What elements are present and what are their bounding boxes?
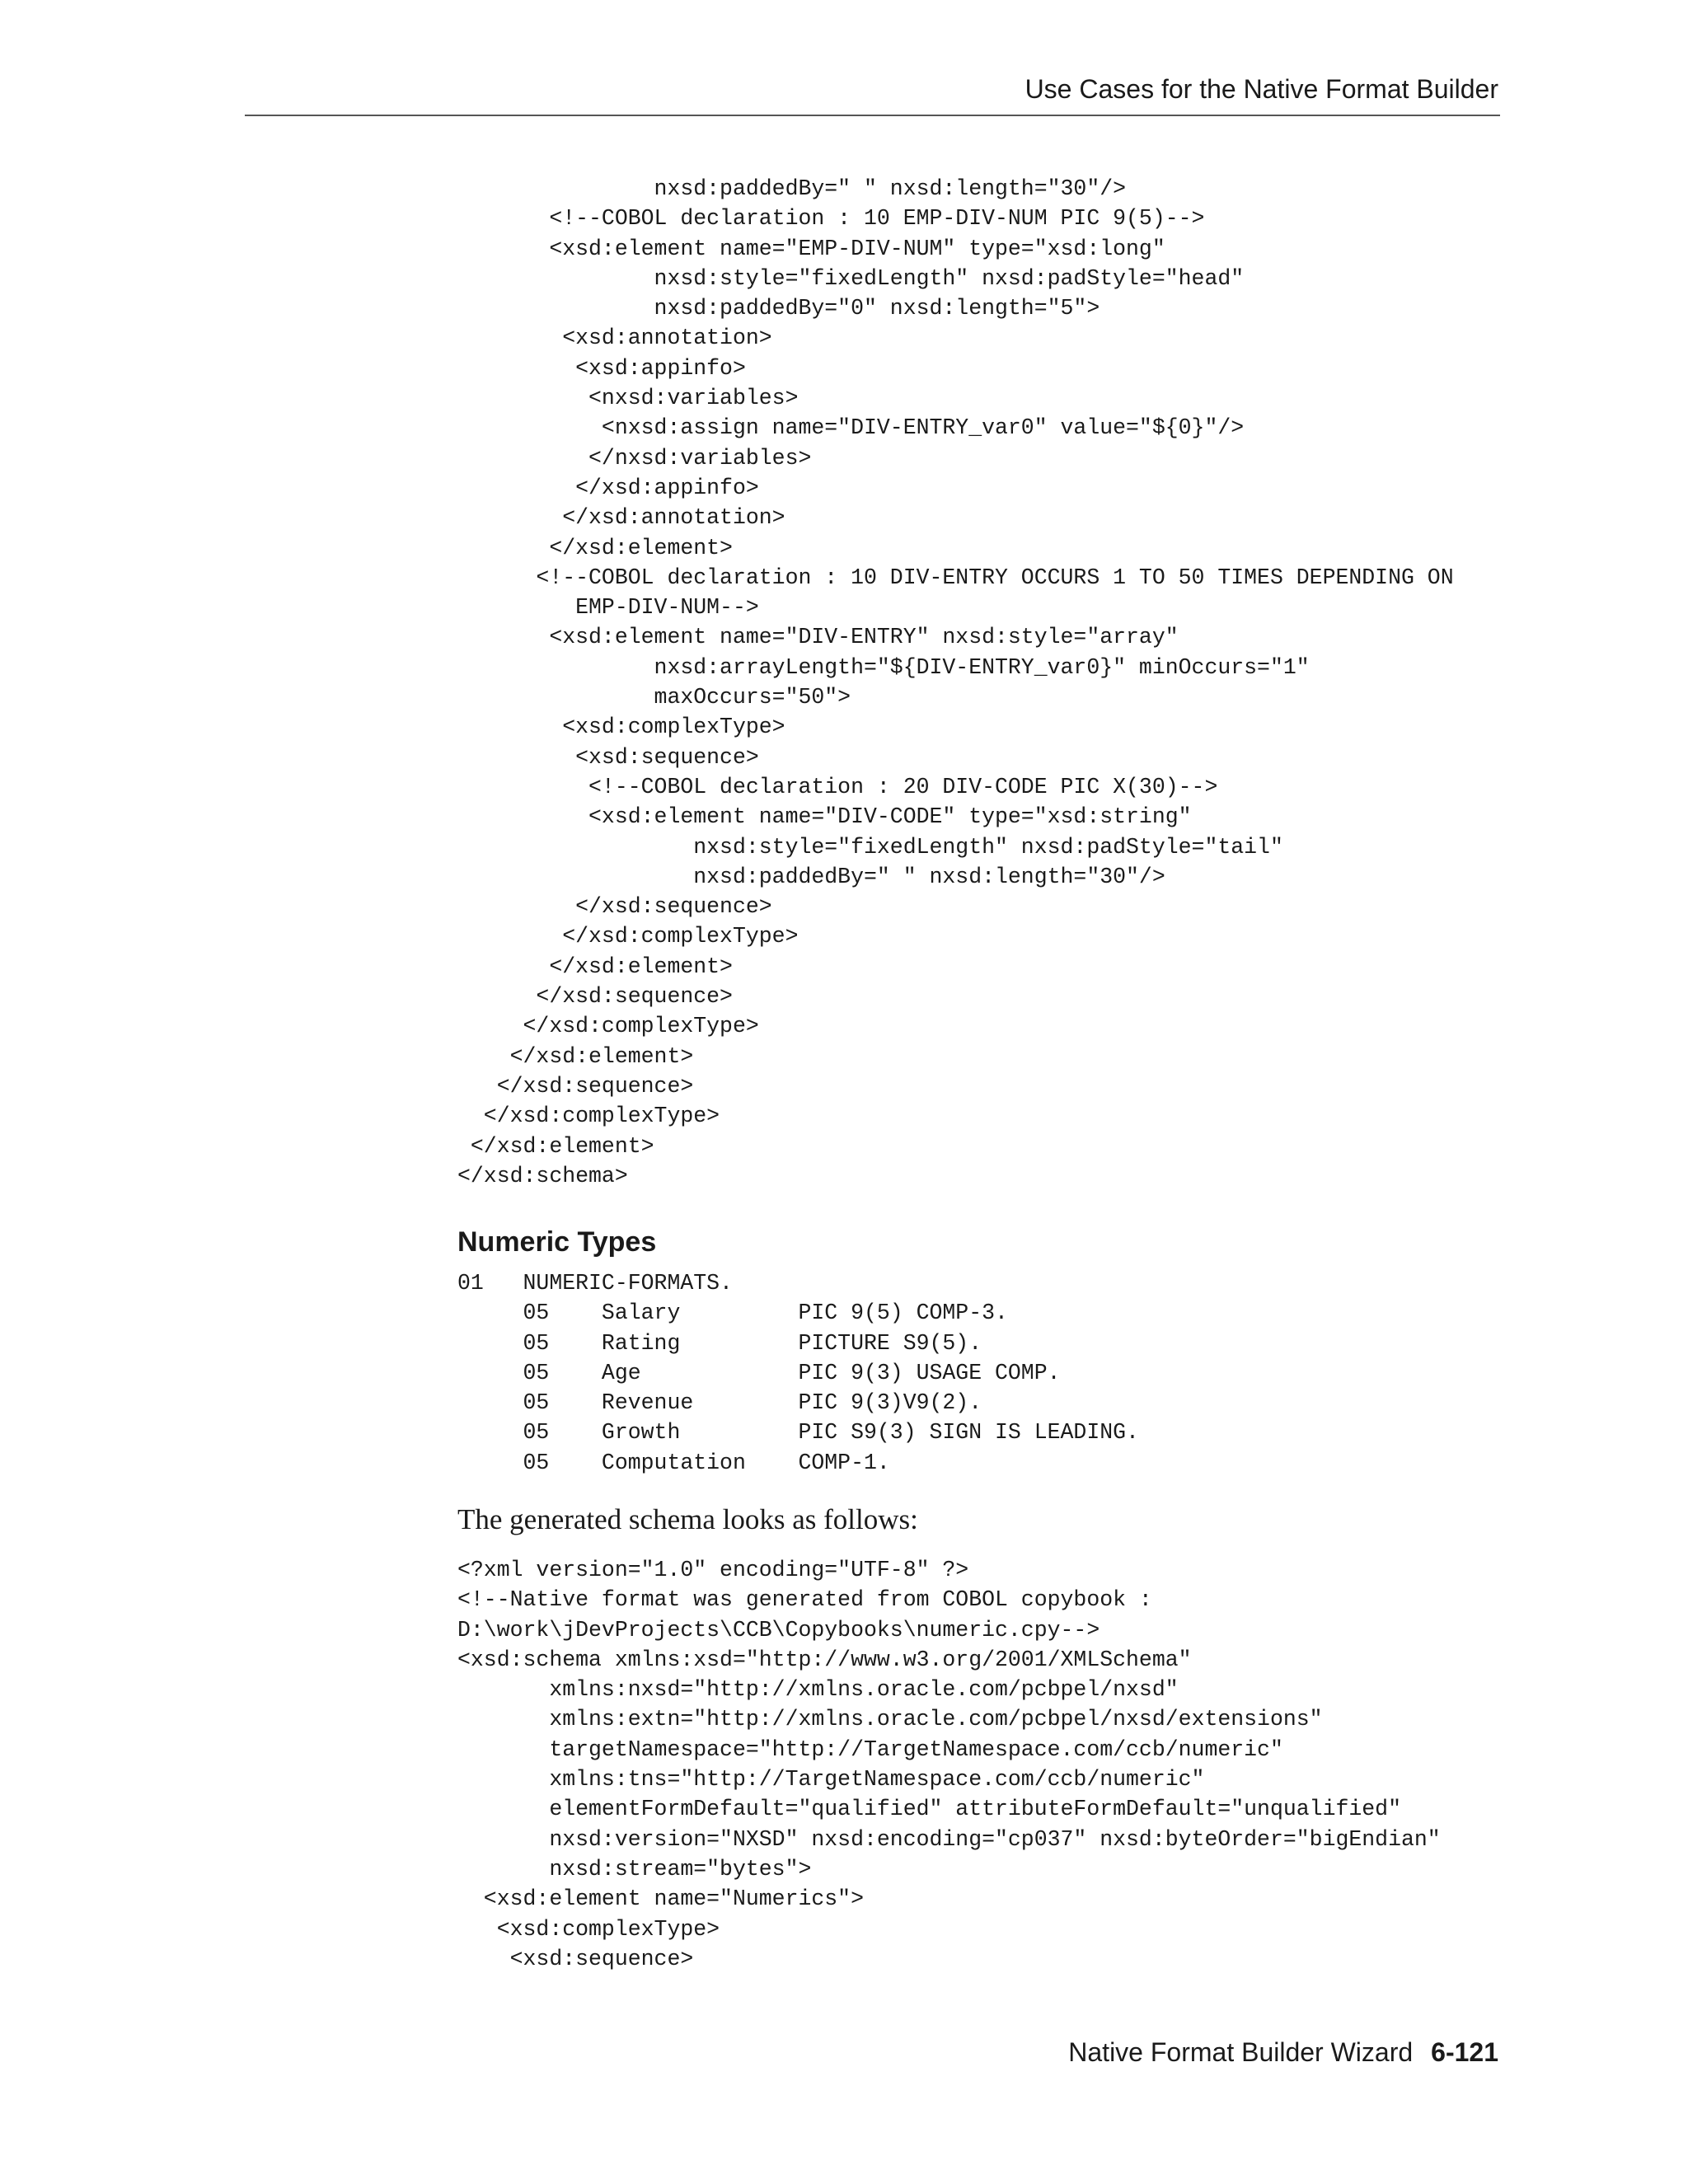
page-number: 6-121 bbox=[1431, 2037, 1498, 2067]
header-divider bbox=[245, 115, 1500, 116]
body-paragraph: The generated schema looks as follows: bbox=[457, 1503, 918, 1535]
code-listing-numeric-copybook: 01 NUMERIC-FORMATS. 05 Salary PIC 9(5) COMP-3. 05 Rating PICTURE S9(5). 05 Age PIC 9(3) USAGE COMP. 05 Revenue PIC 9(3)V9(2). 05 Growth PIC S9(3) SIGN IS LEADING. 05 Computation COMP-1. bbox=[457, 1271, 1139, 1475]
page-footer bbox=[1068, 2036, 1498, 2069]
running-header-title: Use Cases for the Native Format Builder bbox=[1025, 74, 1498, 104]
footer-chapter-title: Native Format Builder Wizard bbox=[1068, 2037, 1414, 2067]
section-heading-numeric-types: Numeric Types bbox=[457, 1226, 657, 1258]
code-listing-top: nxsd:paddedBy=" " nxsd:length="30"/> <!--COBOL declaration : 10 EMP-DIV-NUM PIC 9(5)--> <xsd:element name="EMP-DIV-NUM" type="xsd:long" nxsd:style="fixedLength" nxsd:padStyle="head" nxsd:paddedBy="0" nxsd:length="5"> <xsd:annotation> <xsd:appinfo> <nxsd:variables> <nxsd:assign name="DIV-ENTRY_var0" value="${0}"/> </nxsd:variables> </xsd:appinfo> </xsd:annotation> </xsd:element> <!--COBOL declaration : 10 DIV-ENTRY OCCURS 1 TO 50 TIMES DEPENDING ON EMP-DIV-NUM--> <xsd:element name="DIV-ENTRY" nxsd:style="array" nxsd:arrayLength="${DIV-ENTRY_var0}" minOccurs="1" maxOccurs="50"> <xsd:complexType> <xsd:sequence> <!--COBOL declaration : 20 DIV-CODE PIC X(30)--> <xsd:element name="DIV-CODE" type="xsd:string" nxsd:style="fixedLength" nxsd:padStyle="tail" nxsd:paddedBy=" " nxsd:length="30"/> </xsd:sequence> </xsd:complexType> </xsd:element> </xsd:sequence> </xsd:complexType> </xsd:element> </xsd:sequence> </xsd:complexType> </xsd:element> </xsd:schema> bbox=[457, 176, 1454, 1188]
code-listing-generated-schema: <?xml version="1.0" encoding="UTF-8" ?> <!--Native format was generated from COBOL copybook : D:\work\jDevProjects\CCB\Copybooks\numeric.cpy--> <xsd:schema xmlns:xsd="http://www.w3.org/2001/XMLSchema" xmlns:nxsd="http://xmlns.oracle.com/pcbpel/nxsd" xmlns:extn="http://xmlns.oracle.com/pcbpel/nxsd/extensions" targetNamespace="http://TargetNamespace.com/ccb/numeric" xmlns:tns="http://TargetNamespace.com/ccb/numeric" elementFormDefault="qualified" attributeFormDefault="unqualified" nxsd:version="NXSD" nxsd:encoding="cp037" nxsd:byteOrder="bigEndian" nxsd:stream="bytes"> <xsd:element name="Numerics"> <xsd:complexType> <xsd:sequence> bbox=[457, 1558, 1441, 1971]
